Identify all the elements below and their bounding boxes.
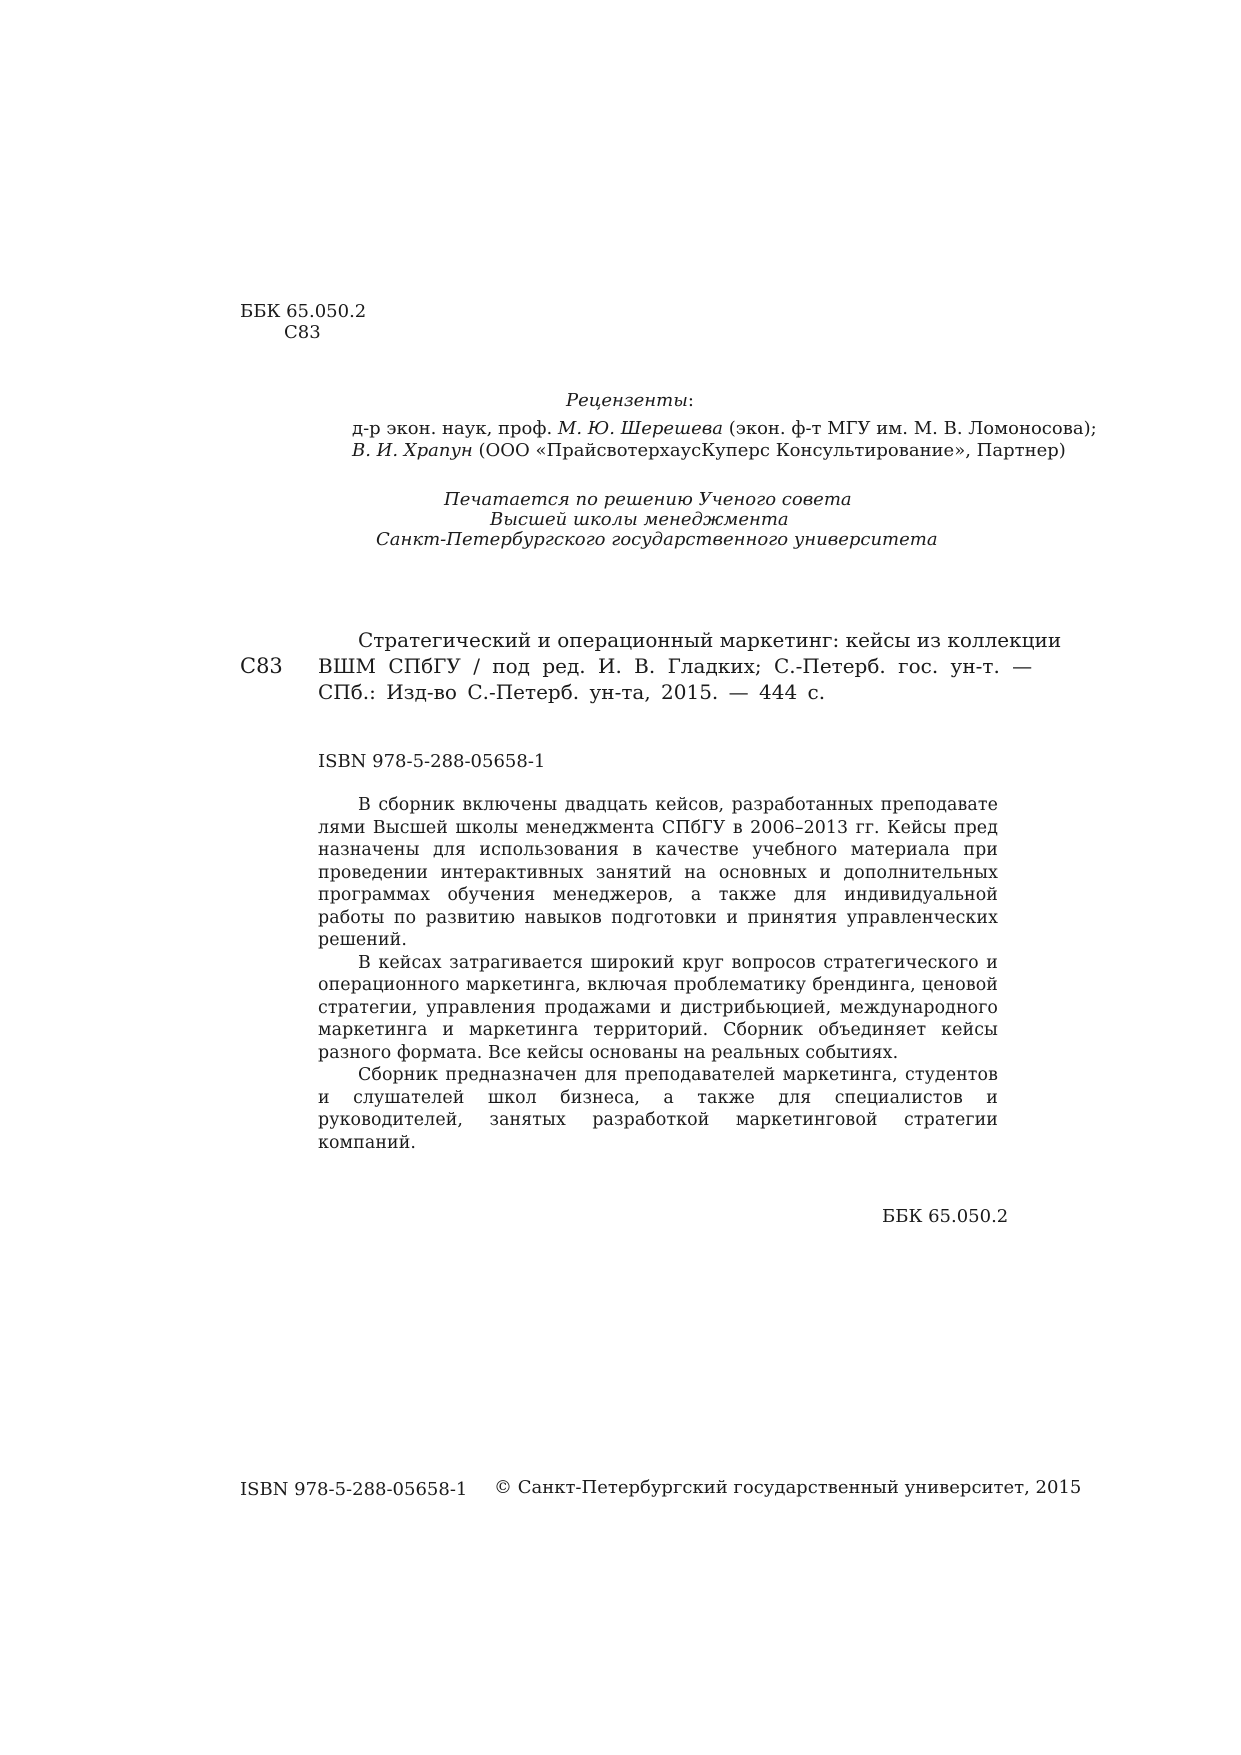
reviewer-1-title: д-р экон. наук, проф. [352, 418, 558, 439]
annotation [318, 794, 998, 1154]
isbn-middle: ISBN 978-5-288-05658-1 [318, 751, 546, 772]
annotation-paragraph-1: В сборник включены двадцать кейсов, разработанных преподавате лями Высшей школы менеджмента СПбГУ в 2006–2013 гг. Кейсы пред назначены для использования в качестве учебного материала при проведении интерактивных занятий на основных и дополнительных программах обучения менеджеров, а также для индивидуальной работы по развитию навыков подготовки и принятия управленческих решений. [318, 795, 998, 950]
approval-line-2: Высшей школы менеджмента [490, 509, 789, 530]
reviewers-heading [566, 391, 694, 411]
bibliographic-line-1: Стратегический и операционный маркетинг: кейсы из коллекции [358, 628, 1062, 652]
approval-line-1: Печатается по решению Ученого совета [444, 489, 852, 510]
bibliographic-line-3: СПб.: Изд-во С.-Петерб. ун-та, 2015. — 444 с. [318, 680, 826, 704]
bibliographic-line-2: ВШМ СПбГУ / под ред. И. В. Гладких; С.-Петерб. гос. ун-т. — [318, 654, 1033, 678]
reviewer-1-name: М. Ю. Шерешева [557, 418, 723, 439]
bibliographic-mark: С83 [240, 654, 283, 678]
author-mark: С83 [284, 322, 321, 343]
reviewer-2-affiliation: (ООО «ПрайсвотерхаусКуперс Консультирование», Партнер) [472, 440, 1066, 461]
reviewer-1-affiliation: (экон. ф-т МГУ им. М. В. Ломоносова); [723, 418, 1097, 439]
footer-isbn: ISBN 978-5-288-05658-1 [240, 1479, 468, 1500]
approval-line-3: Санкт-Петербургского государственного университета [376, 529, 938, 550]
reviewer-2 [352, 441, 1066, 461]
bbk-code-right: ББК 65.050.2 [882, 1206, 1009, 1227]
reviewer-2-name: В. И. Храпун [352, 440, 473, 461]
reviewers-heading-text: Рецензенты [566, 390, 688, 411]
bbk-code: ББК 65.050.2 [240, 301, 367, 322]
reviewers-heading-colon: : [687, 390, 694, 411]
reviewer-1 [352, 419, 1097, 439]
annotation-paragraph-3: Сборник предназначен для преподавателей маркетинга, студентов и слушателей школ бизнеса, а также для специалистов и руководителей, занятых разработкой маркетинговой стратегии компаний. [318, 1065, 998, 1153]
annotation-paragraph-2: В кейсах затрагивается широкий круг вопросов стратегического и операционного маркетинга, включая проблематику брендинга, ценовой стратегии, управления продажами и дистрибьюцией, международного маркетинга и маркетинга территорий. Сборник объединяет кейсы разного формата. Все кейсы основаны на реальных событиях. [318, 952, 998, 1063]
footer-copyright: © Санкт-Петербургский государственный университет, 2015 [494, 1477, 1082, 1498]
